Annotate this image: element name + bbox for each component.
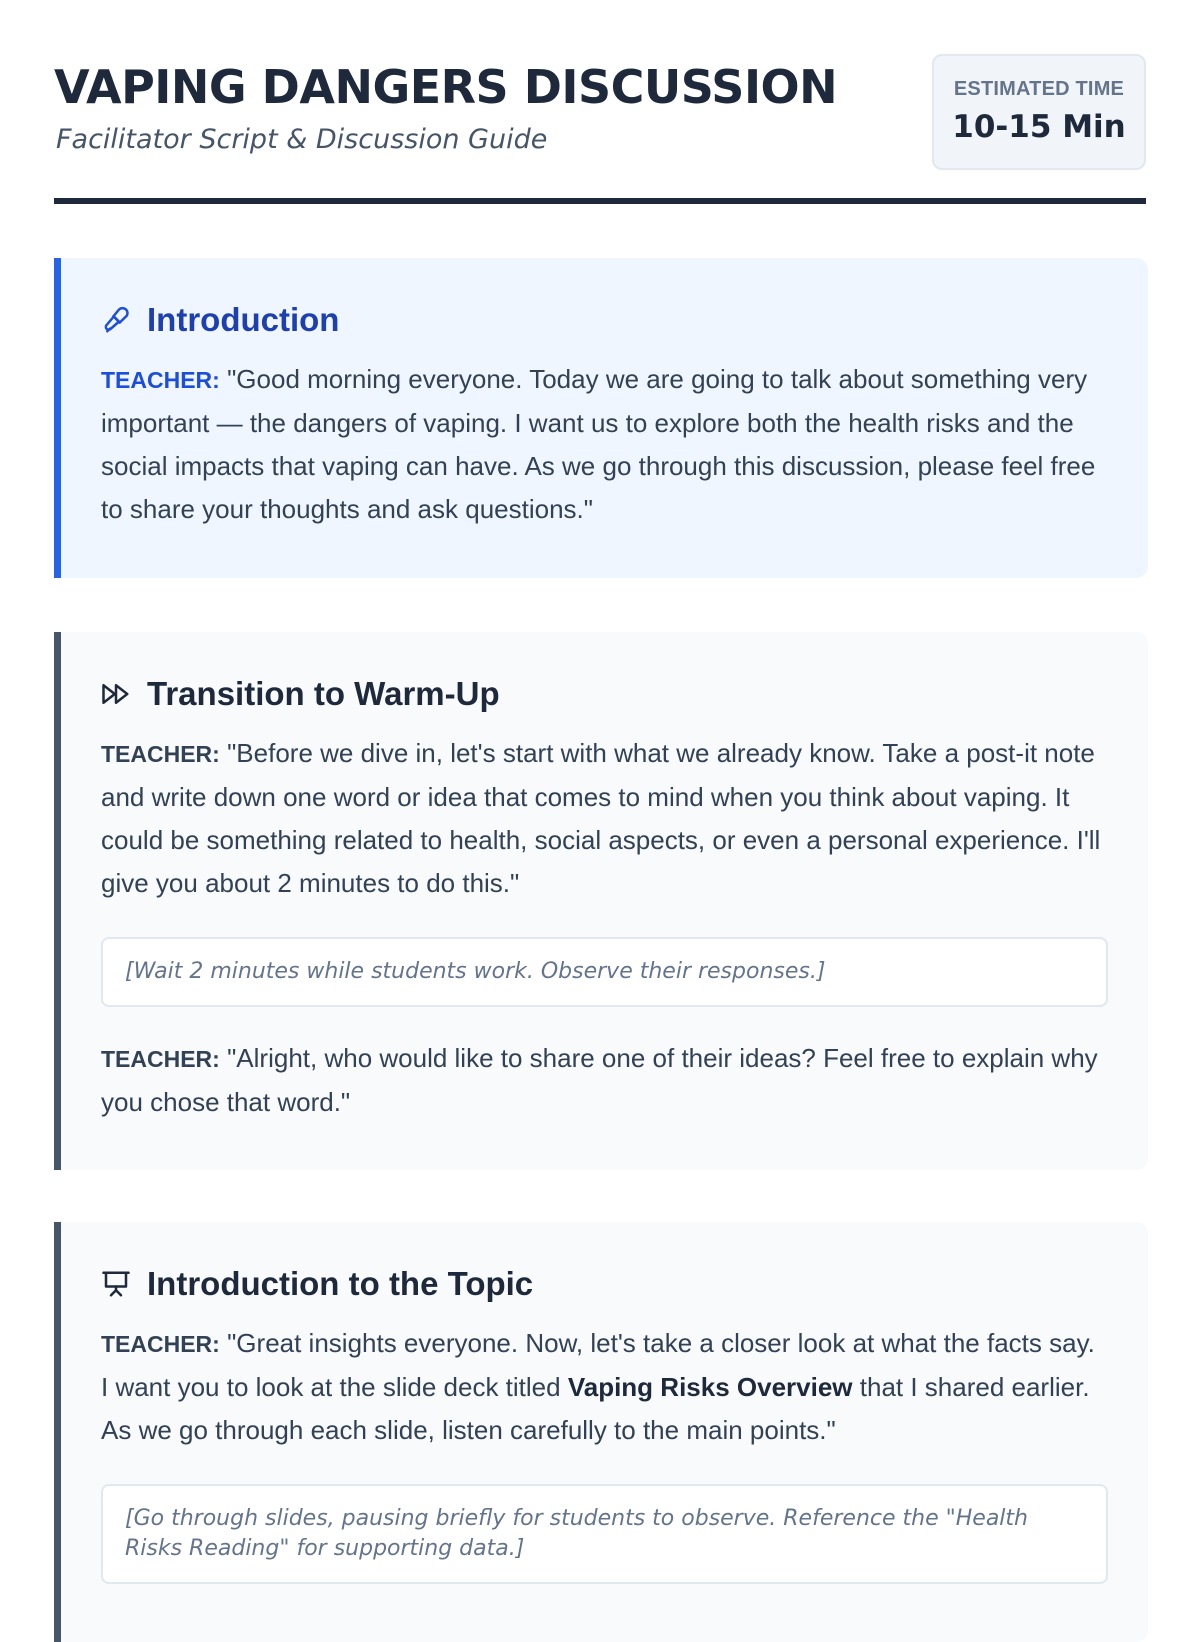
presentation-icon bbox=[101, 1269, 131, 1299]
section-title: Introduction to the Topic bbox=[147, 1265, 534, 1302]
estimated-time-value: 10-15 Min bbox=[952, 109, 1126, 145]
section-title: Transition to Warm-Up bbox=[147, 675, 500, 712]
teacher-script bbox=[101, 1037, 1108, 1124]
script-text: "Alright, who would like to share one of their ideas? Feel free to explain why you chose that word." bbox=[101, 1043, 1098, 1117]
section-header bbox=[101, 676, 1108, 712]
estimated-time-label: ESTIMATED TIME bbox=[953, 78, 1125, 100]
section-transition-warm-up bbox=[54, 632, 1148, 1170]
speaker-label: TEACHER: bbox=[101, 1046, 220, 1072]
section-header bbox=[101, 302, 1108, 338]
script-text: "Good morning everyone. Today we are going to talk about something very important — the dangers of vaping. I want us to explore both the health risks and the social impacts that vaping can have. As we go through this discussion, please feel free to share your thoughts and ask questions." bbox=[101, 364, 1096, 524]
page-title: VAPING DANGERS DISCUSSION bbox=[54, 60, 838, 114]
document-page bbox=[0, 0, 1200, 204]
slide-deck-title: Vaping Risks Overview bbox=[567, 1372, 853, 1402]
section-introduction bbox=[54, 258, 1148, 578]
estimated-time-badge bbox=[932, 54, 1146, 170]
speaker-label: TEACHER: bbox=[101, 741, 220, 767]
page-subtitle: Facilitator Script & Discussion Guide bbox=[56, 124, 548, 155]
teacher-script bbox=[101, 358, 1108, 531]
section-header bbox=[101, 1266, 1108, 1302]
document-header bbox=[54, 0, 1146, 204]
teacher-script bbox=[101, 732, 1108, 905]
section-title: Introduction bbox=[147, 301, 340, 338]
section-introduction-to-topic bbox=[54, 1222, 1148, 1642]
facilitator-note: [Wait 2 minutes while students work. Observe their responses.] bbox=[101, 937, 1108, 1007]
teacher-script bbox=[101, 1322, 1108, 1452]
facilitator-note: [Go through slides, pausing briefly for students to observe. Reference the "Health Risks Reading" for supporting data.] bbox=[101, 1484, 1108, 1584]
microphone-icon bbox=[101, 305, 131, 335]
script-text-before: "Great insights everyone. Now, let's take a closer look at what the facts say. I want you to look at the slide deck titled bbox=[101, 1328, 1095, 1402]
script-text-after: that I shared earlier. As we go through each slide, listen carefully to the main points." bbox=[101, 1372, 1090, 1445]
speaker-label: TEACHER: bbox=[101, 367, 220, 393]
fast-forward-icon bbox=[101, 679, 131, 709]
script-text: "Before we dive in, let's start with what we already know. Take a post-it note and write down one word or idea that comes to mind when you think about vaping. It could be something related to health, social aspects, or even a personal experience. I'll give you about 2 minutes to do this." bbox=[101, 738, 1101, 898]
speaker-label: TEACHER: bbox=[101, 1331, 220, 1357]
